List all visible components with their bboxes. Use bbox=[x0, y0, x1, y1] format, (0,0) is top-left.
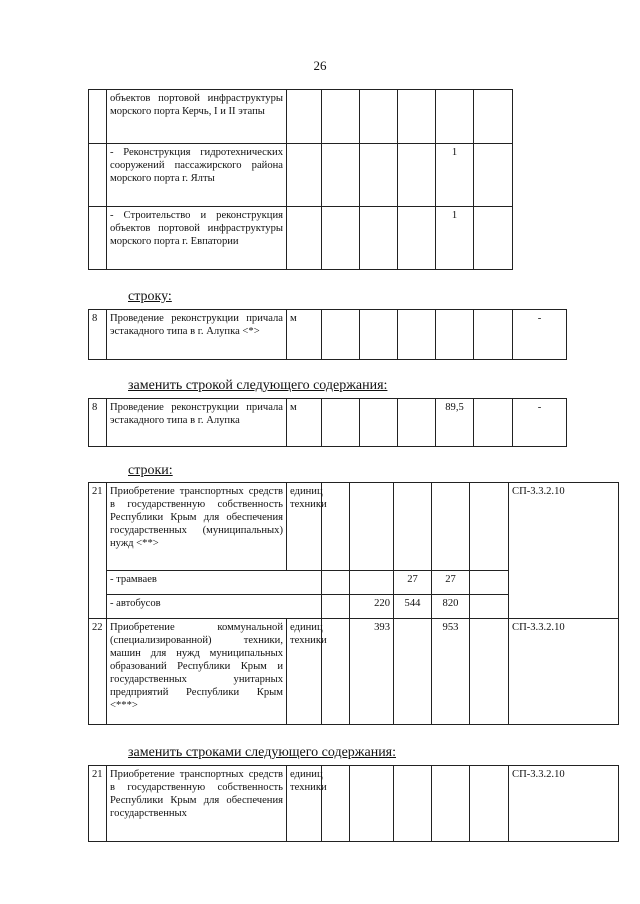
row-number: 8 bbox=[89, 310, 107, 360]
caption-rows: строки: bbox=[128, 463, 173, 478]
sub-row-value: 220 bbox=[350, 595, 394, 619]
table-row bbox=[89, 399, 567, 447]
page-number: 26 bbox=[313, 58, 327, 73]
row-text: Приобретение транспортных средств в государственную собственность Республики Крым для обеспечения государственных bbox=[107, 766, 287, 842]
row-value: 1 bbox=[436, 144, 474, 207]
row-text: Проведение реконструкции причала эстакадного типа в г. Алупка <*> bbox=[107, 310, 287, 360]
table-rows-old bbox=[88, 482, 619, 725]
table-row bbox=[89, 483, 619, 571]
caption-row: строку: bbox=[128, 289, 172, 304]
row-number: 8 bbox=[89, 399, 107, 447]
row-text: Проведение реконструкции причала эстакадного типа в г. Алупка bbox=[107, 399, 287, 447]
table-row8-new bbox=[88, 398, 567, 447]
table-row bbox=[89, 90, 513, 144]
sub-row-value: 820 bbox=[432, 595, 470, 619]
row-number: 21 bbox=[89, 483, 107, 619]
table-row bbox=[89, 766, 619, 842]
table-rows-new bbox=[88, 765, 619, 842]
row-code: СП-3.3.2.10 bbox=[509, 483, 619, 619]
sub-row-text: - трамваев bbox=[107, 571, 322, 595]
table-row bbox=[89, 144, 513, 207]
sub-row-value: 544 bbox=[394, 595, 432, 619]
row-text: - Реконструкция гидротехнических сооружений пассажирского района морского порта г. Ялты bbox=[107, 144, 287, 207]
caption-replace-row: заменить строкой следующего содержания: bbox=[128, 378, 388, 393]
row-unit: единиц техники bbox=[287, 766, 322, 842]
table-row8-old bbox=[88, 309, 567, 360]
row-last: - bbox=[513, 310, 567, 360]
caption-replace-rows: заменить строками следующего содержания: bbox=[128, 745, 397, 760]
row-code: СП-3.3.2.10 bbox=[509, 766, 619, 842]
row-unit: единиц техники bbox=[287, 483, 322, 571]
sub-row-text: - автобусов bbox=[107, 595, 322, 619]
table-row bbox=[89, 619, 619, 725]
sub-row-value: 27 bbox=[432, 571, 470, 595]
table-row bbox=[89, 310, 567, 360]
row-value: 89,5 bbox=[436, 399, 474, 447]
table-row bbox=[89, 207, 513, 270]
row-unit: м bbox=[287, 399, 322, 447]
row-value: 953 bbox=[432, 619, 470, 725]
row-value: 1 bbox=[436, 207, 474, 270]
table-continuation bbox=[88, 89, 513, 270]
row-text: Приобретение транспортных средств в государственную собственность Республики Крым для обеспечения государственных (муниципальных) нужд <**> bbox=[107, 483, 287, 571]
row-value: 393 bbox=[350, 619, 394, 725]
row-last: - bbox=[513, 399, 567, 447]
row-unit: единиц техники bbox=[287, 619, 322, 725]
row-text: Приобретение коммунальной (специализированной) техники, машин для нужд муниципальных образований Республики Крым и государственных унитарных предприятий Республики Крым <***> bbox=[107, 619, 287, 725]
row-number: 21 bbox=[89, 766, 107, 842]
row-code: СП-3.3.2.10 bbox=[509, 619, 619, 725]
sub-row-value: 27 bbox=[394, 571, 432, 595]
row-number: 22 bbox=[89, 619, 107, 725]
row-unit: м bbox=[287, 310, 322, 360]
row-text: объектов портовой инфраструктуры морского порта Керчь, I и II этапы bbox=[107, 90, 287, 144]
row-text: - Строительство и реконструкция объектов портовой инфраструктуры морского порта г. Евпатории bbox=[107, 207, 287, 270]
